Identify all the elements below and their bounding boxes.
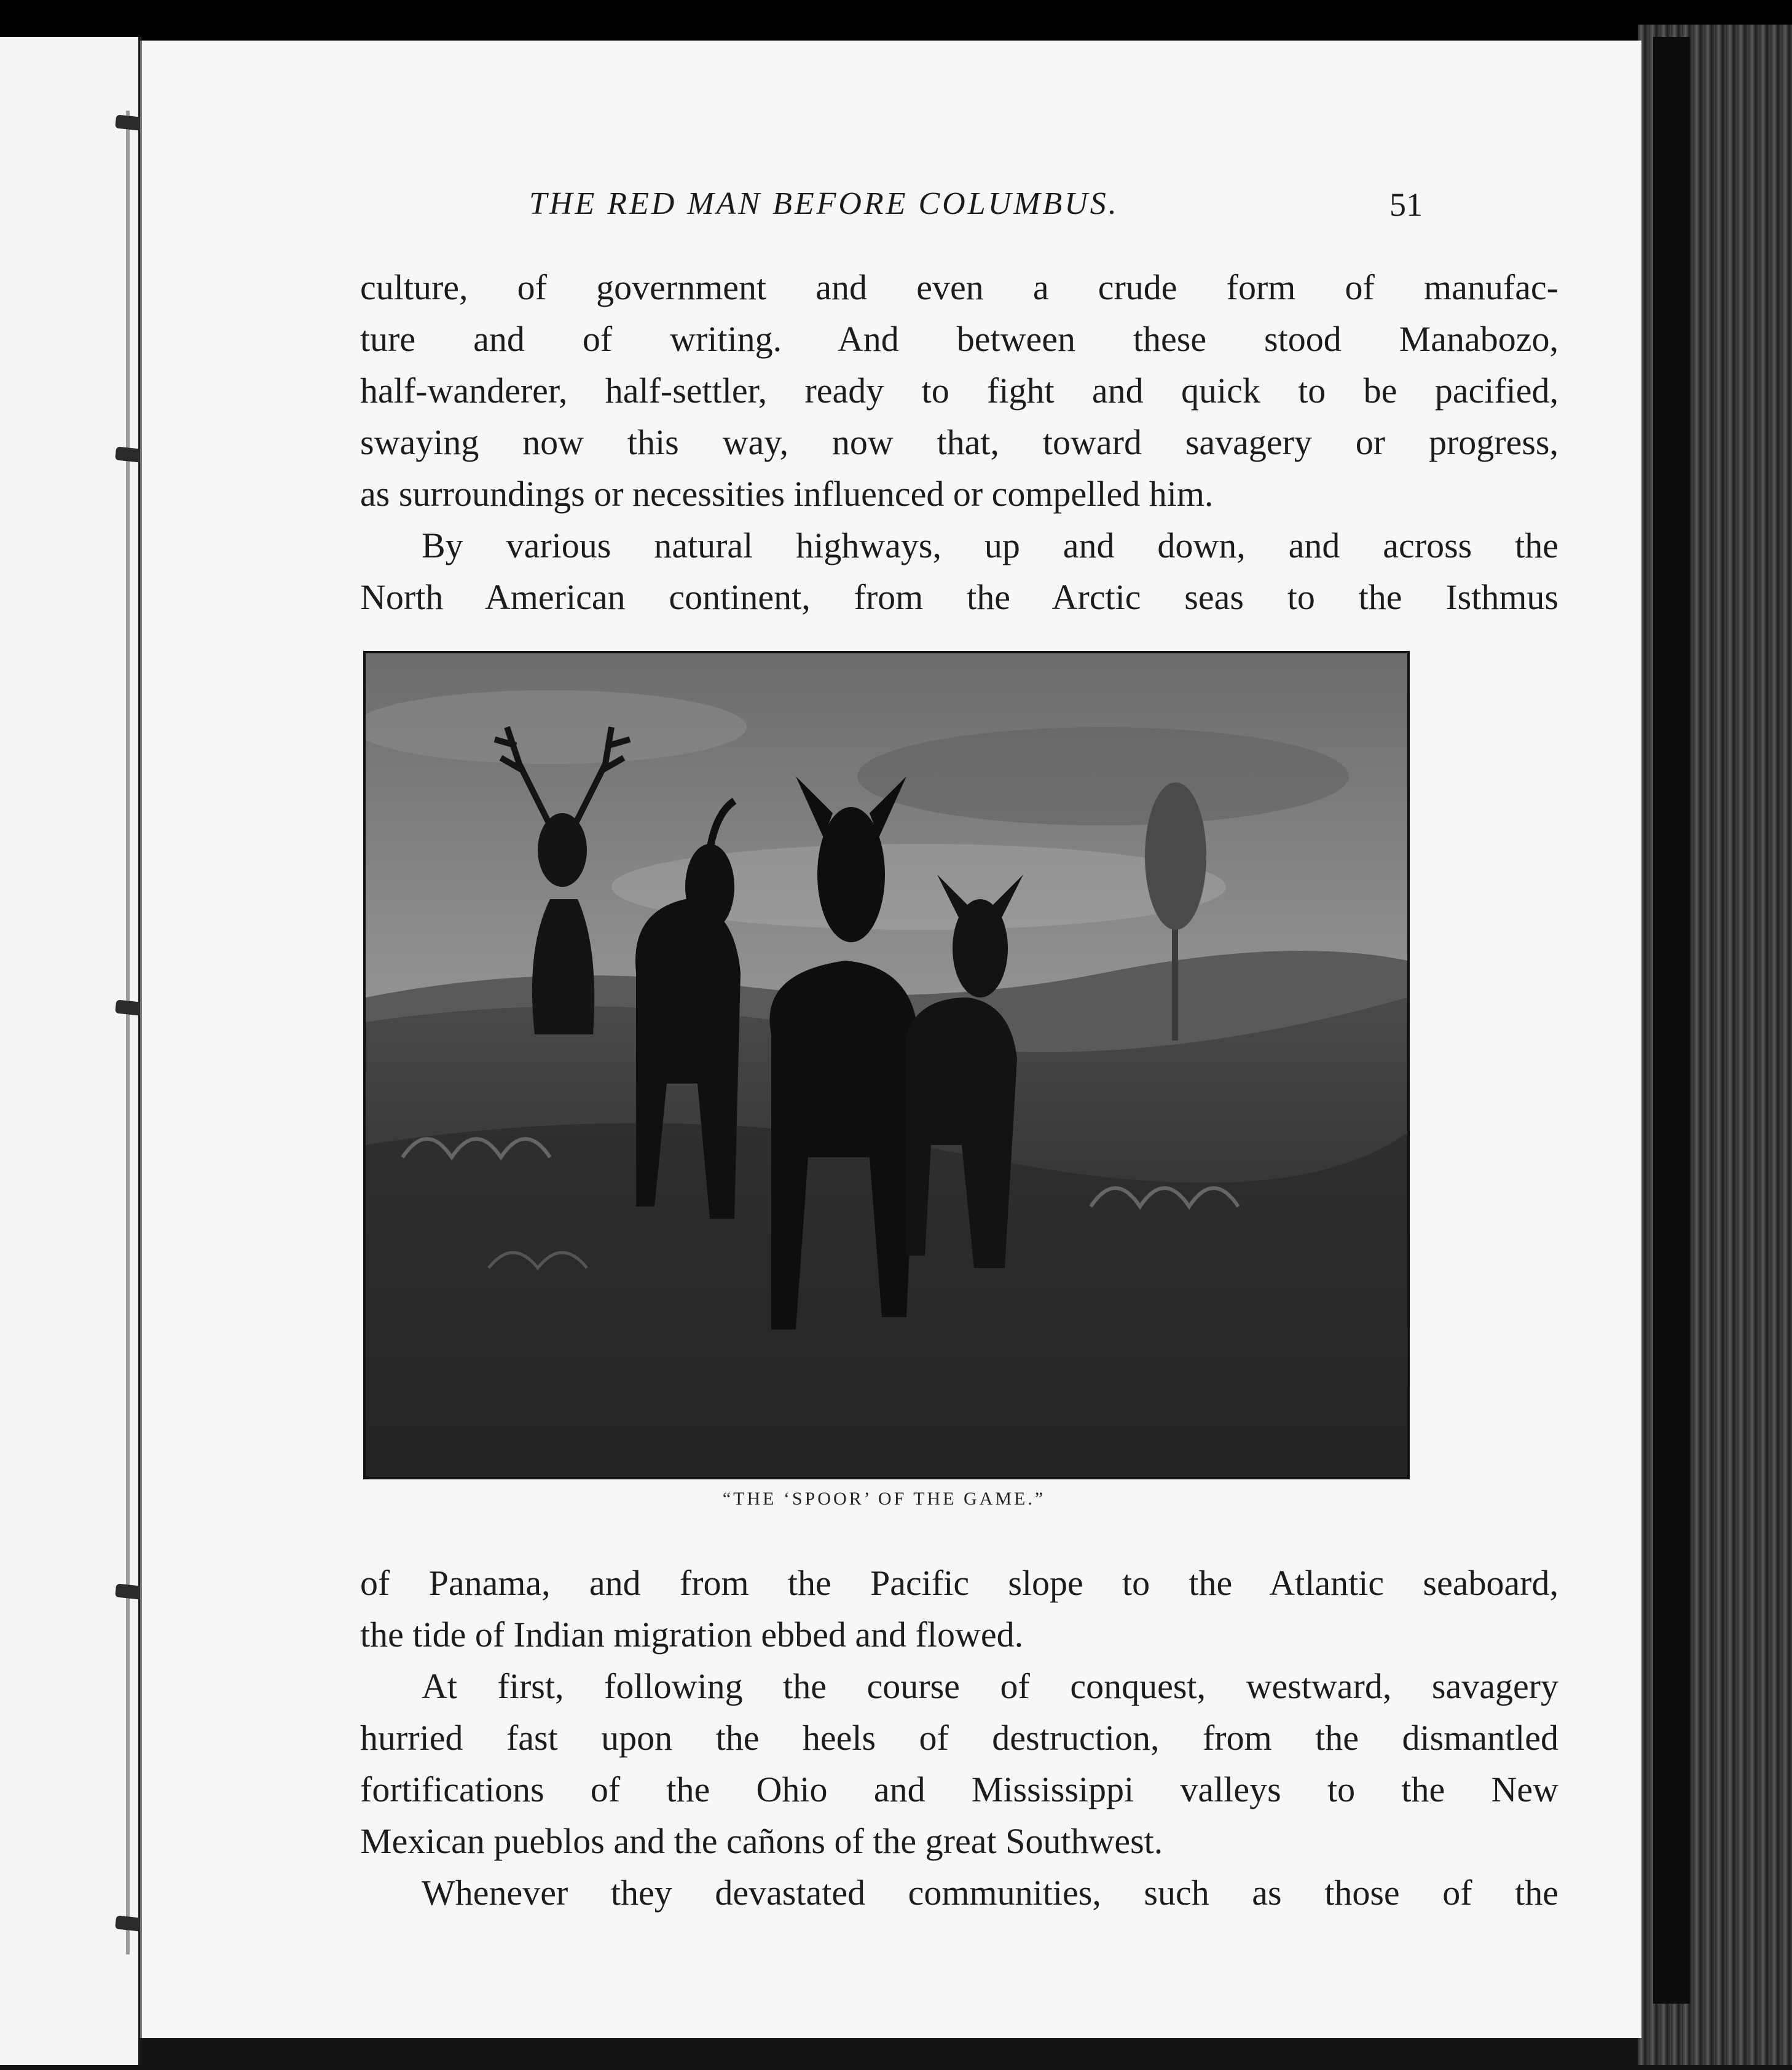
- deer-engraving: [366, 653, 1407, 1477]
- text-line: Mexican pueblos and the cañons of the great Southwest.: [360, 1821, 1163, 1861]
- deer-illustration: [363, 651, 1410, 1479]
- text-line: At first, following the course of conquest, westward, savagery: [422, 1666, 1558, 1706]
- text-line: swaying now this way, now that, toward savagery or progress,: [360, 422, 1558, 462]
- text-line: the tide of Indian migration ebbed and flowed.: [360, 1615, 1024, 1655]
- left-facing-page: [0, 37, 142, 2065]
- spine-line: [126, 111, 130, 1954]
- text-line: as surroundings or necessities influenced or compelled him.: [360, 474, 1214, 514]
- book-page: [140, 41, 1641, 2038]
- text-before-figure: [360, 262, 1558, 623]
- figure-caption: “THE ‘SPOOR’ OF THE GAME.”: [722, 1489, 1046, 1509]
- text-line: ture and of writing. And between these stood Manabozo,: [360, 319, 1558, 359]
- text-after-figure: [360, 1557, 1558, 1919]
- text-line: By various natural highways, up and down, and across the: [422, 525, 1558, 565]
- text-line: Whenever they devastated communities, such as those of the: [422, 1873, 1558, 1913]
- text-line: culture, of government and even a crude form of manufac-: [360, 267, 1558, 307]
- book-edge-shadow: [1653, 37, 1690, 2004]
- text-line: half-wanderer, half-settler, ready to fight and quick to be pacified,: [360, 371, 1558, 411]
- text-line: North American continent, from the Arctic seas to the Isthmus: [360, 577, 1558, 617]
- text-line: of Panama, and from the Pacific slope to the Atlantic seaboard,: [360, 1563, 1558, 1603]
- page-number: 51: [1389, 186, 1423, 223]
- text-line: hurried fast upon the heels of destruction, from the dismantled: [360, 1718, 1558, 1758]
- scan-top-edge: [0, 0, 1792, 43]
- running-head: [142, 186, 1641, 241]
- running-title: THE RED MAN BEFORE COLUMBUS.: [529, 186, 1119, 221]
- text-line: fortifications of the Ohio and Mississippi valleys to the New: [360, 1769, 1558, 1809]
